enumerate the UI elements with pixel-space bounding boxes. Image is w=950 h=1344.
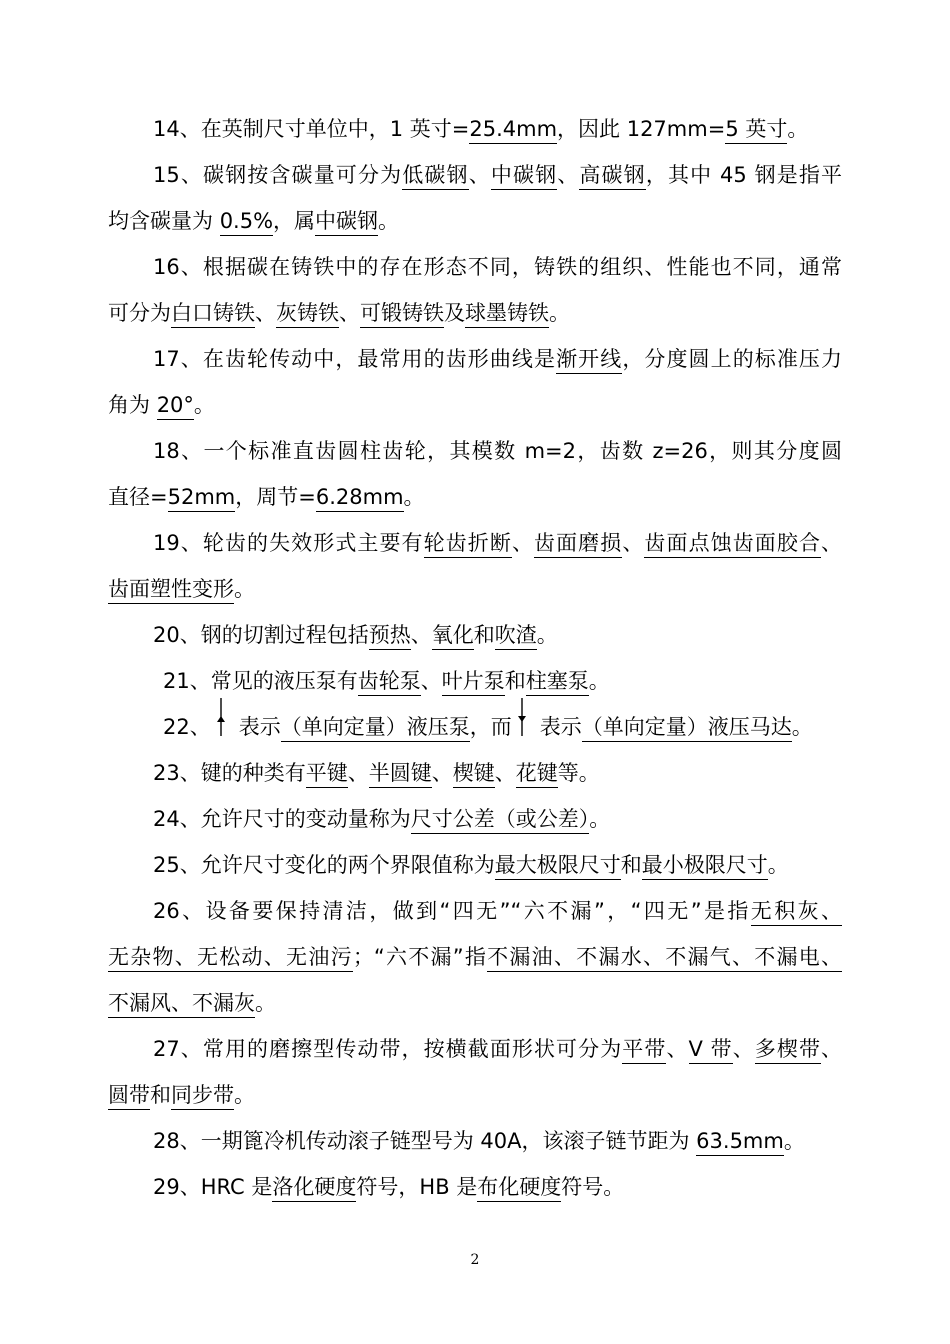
answer-blank: 平带 (622, 1037, 666, 1064)
question-item (108, 1118, 842, 1164)
answer-blank: 白口铸铁 (171, 301, 255, 328)
answer-blank: 高碳钢 (579, 163, 645, 190)
symbol (211, 706, 239, 726)
question-item (108, 796, 842, 842)
question-text: 16、根据碳在铸铁中的存在形态不同，铸铁的组织、性能也不同，通常 (153, 255, 842, 279)
answer-blank: 63.5mm (696, 1129, 784, 1156)
question-text: 、 (339, 301, 360, 325)
question-text: ，其中 45 钢是指平 (645, 163, 843, 187)
answer-blank: 圆带 (108, 1083, 150, 1110)
question-text: 18、一个标准直齿圆柱齿轮，其模数 m=2，齿数 z=26，则其分度圆 (153, 439, 842, 463)
text-line (108, 1118, 842, 1164)
question-text: 、 (347, 761, 369, 785)
question-text: ；“六不漏”指 (352, 945, 488, 969)
question-text: ，属 (273, 209, 316, 233)
text-line (108, 888, 842, 934)
text-line (108, 566, 842, 612)
question-text: 26、设备要保持清洁，做到“四无”“六不漏”，“四无”是指 (153, 899, 751, 923)
text-line (108, 152, 842, 198)
text-line (108, 474, 842, 520)
question-item (108, 842, 842, 888)
answer-blank: 轮齿折断 (424, 531, 512, 558)
answer-blank: 尺寸公差（或公差） (411, 807, 590, 834)
question-item (108, 1164, 842, 1210)
question-item (108, 612, 842, 658)
question-text: 和 (620, 853, 642, 877)
question-text: 。 (378, 209, 400, 233)
document-body (108, 106, 842, 1210)
question-text: 、 (622, 531, 645, 555)
question-text: ，因此 127mm= (557, 117, 726, 141)
answer-blank: 叶片泵 (442, 669, 505, 696)
answer-blank: 洛化硬度 (272, 1175, 356, 1202)
text-line (108, 796, 842, 842)
text-line (108, 842, 842, 888)
hydraulic-pump-symbol-icon (211, 716, 239, 736)
question-text: 、 (431, 761, 453, 785)
text-line (108, 658, 842, 704)
answer-blank: 布化硬度 (477, 1175, 561, 1202)
answer-blank: 中碳钢 (315, 209, 378, 236)
answer-blank: 平键 (306, 761, 348, 788)
text-line (108, 336, 842, 382)
text-line (108, 520, 842, 566)
question-text: 可分为 (108, 301, 171, 325)
question-item (108, 336, 842, 428)
question-text: 、 (410, 623, 432, 647)
answer-blank: 6.28mm (316, 485, 404, 512)
question-item (108, 888, 842, 1026)
question-text: 、 (821, 1037, 843, 1061)
text-line (108, 1072, 842, 1118)
answer-blank: 齿面塑性变形 (108, 577, 234, 604)
question-text: 及 (444, 301, 465, 325)
question-text: 。 (536, 623, 558, 647)
question-text: 17、在齿轮传动中，最常用的齿形曲线是 (153, 347, 557, 371)
question-text: 29、HRC 是 (153, 1175, 273, 1199)
question-text: 、 (732, 1037, 755, 1061)
answer-blank: 最小极限尺寸 (642, 853, 768, 880)
question-text: 、 (557, 163, 580, 187)
question-text: 19、轮齿的失效形式主要有 (153, 531, 424, 555)
question-text: 。 (783, 1129, 805, 1153)
answer-blank: 不漏油、不漏水、不漏气、不漏电、 (487, 945, 842, 972)
answer-blank: 灰铸铁 (276, 301, 339, 328)
answer-blank: 渐开线 (556, 347, 622, 374)
question-item (108, 704, 842, 750)
answer-blank: （单向定量）液压泵 (281, 715, 470, 742)
question-text: 。 (234, 1083, 255, 1107)
page-number: 2 (470, 1252, 480, 1268)
text-line (108, 1164, 842, 1210)
question-text: 。 (589, 807, 611, 831)
answer-blank: 无积灰、 (751, 899, 842, 926)
question-text: 23、键的种类有 (153, 761, 306, 785)
answer-blank: （单向定量）液压马达 (582, 715, 792, 742)
text-line (108, 290, 842, 336)
question-text: 、 (666, 1037, 689, 1061)
answer-blank: 楔键 (453, 761, 495, 788)
text-line (108, 1026, 842, 1072)
question-item (108, 658, 842, 704)
answer-blank: 不漏风、不漏灰 (108, 991, 255, 1018)
question-text: 27、常用的磨擦型传动带，按横截面形状可分为 (153, 1037, 623, 1061)
answer-blank: 低碳钢 (402, 163, 468, 190)
question-text: ，分度圆上的标准压力 (622, 347, 843, 371)
question-text: 符号，HB 是 (356, 1175, 478, 1199)
question-text: 、 (511, 531, 535, 555)
question-item (108, 1026, 842, 1118)
question-item (108, 152, 842, 244)
question-text: ，而 (469, 715, 512, 739)
answer-blank: V 带 (689, 1037, 733, 1064)
question-item (108, 106, 842, 152)
symbol (512, 706, 540, 726)
question-text: 。 (403, 485, 425, 509)
text-line (108, 934, 842, 980)
text-line (108, 244, 842, 290)
text-line (108, 198, 842, 244)
answer-blank: 最大极限尺寸 (495, 853, 621, 880)
text-line (108, 980, 842, 1026)
answer-blank: 同步带 (171, 1083, 234, 1110)
answer-blank: 柱塞泵 (526, 669, 589, 696)
answer-blank: 氧化 (432, 623, 474, 650)
text-line (108, 428, 842, 474)
question-text: 25、允许尺寸变化的两个界限值称为 (153, 853, 495, 877)
answer-blank: 齿面点蚀齿面胶合 (644, 531, 821, 558)
question-text: 直径= (108, 485, 168, 509)
answer-blank: 20° (157, 393, 194, 420)
text-line (108, 704, 842, 750)
question-text: 24、允许尺寸的变动量称为 (153, 807, 411, 831)
answer-blank: 花键 (516, 761, 558, 788)
answer-blank: 预热 (369, 623, 411, 650)
answer-blank: 52mm (168, 485, 236, 512)
question-text: 。 (588, 669, 610, 693)
question-text: 等。 (557, 761, 600, 785)
question-item (108, 428, 842, 520)
answer-blank: 球墨铸铁 (465, 301, 549, 328)
question-text: 。 (791, 715, 813, 739)
question-text: 22、 (163, 715, 211, 739)
question-item (108, 750, 842, 796)
answer-blank: 25.4mm (469, 117, 557, 144)
question-text: 和 (473, 623, 495, 647)
question-text: 。 (549, 301, 570, 325)
answer-blank: 齿面磨损 (534, 531, 622, 558)
answer-blank: 多楔带 (755, 1037, 821, 1064)
answer-blank: 半圆键 (369, 761, 432, 788)
question-item (108, 520, 842, 612)
question-text: 表示 (238, 715, 281, 739)
question-text: 28、一期篦冷机传动滚子链型号为 40A，该滚子链节距为 (153, 1129, 697, 1153)
question-text: 角为 (108, 393, 157, 417)
question-text: 表示 (539, 715, 582, 739)
text-line (108, 382, 842, 428)
question-text: 15、碳钢按含碳量可分为 (153, 163, 403, 187)
text-line (108, 612, 842, 658)
answer-blank: 无杂物、无松动、无油污 (108, 945, 353, 972)
question-text: 、 (420, 669, 442, 693)
question-text: ，周节= (235, 485, 316, 509)
answer-blank: 可锻铸铁 (360, 301, 444, 328)
answer-blank: 5 英寸 (725, 117, 787, 144)
hydraulic-motor-symbol-icon (512, 716, 540, 736)
question-text: 、 (494, 761, 516, 785)
question-text: 、 (821, 531, 843, 555)
answer-blank: 齿轮泵 (358, 669, 421, 696)
question-text: 14、在英制尺寸单位中，1 英寸= (153, 117, 470, 141)
question-text: 21、常见的液压泵有 (163, 669, 358, 693)
answer-blank: 中碳钢 (491, 163, 557, 190)
question-text: 。 (767, 853, 789, 877)
question-text: 。 (193, 393, 215, 417)
question-text: 、 (468, 163, 491, 187)
question-text: 和 (504, 669, 526, 693)
question-item (108, 244, 842, 336)
answer-blank: 吹渣 (495, 623, 537, 650)
question-text: 均含碳量为 (108, 209, 220, 233)
question-text: 。 (255, 991, 276, 1015)
text-line (108, 106, 842, 152)
question-text: 、 (255, 301, 276, 325)
question-text: 。 (787, 117, 809, 141)
question-text: 20、钢的切割过程包括 (153, 623, 369, 647)
answer-blank: 0.5% (220, 209, 273, 236)
question-text: 符号。 (561, 1175, 625, 1199)
text-line (108, 750, 842, 796)
question-text: 和 (150, 1083, 171, 1107)
question-text: 。 (234, 577, 255, 601)
